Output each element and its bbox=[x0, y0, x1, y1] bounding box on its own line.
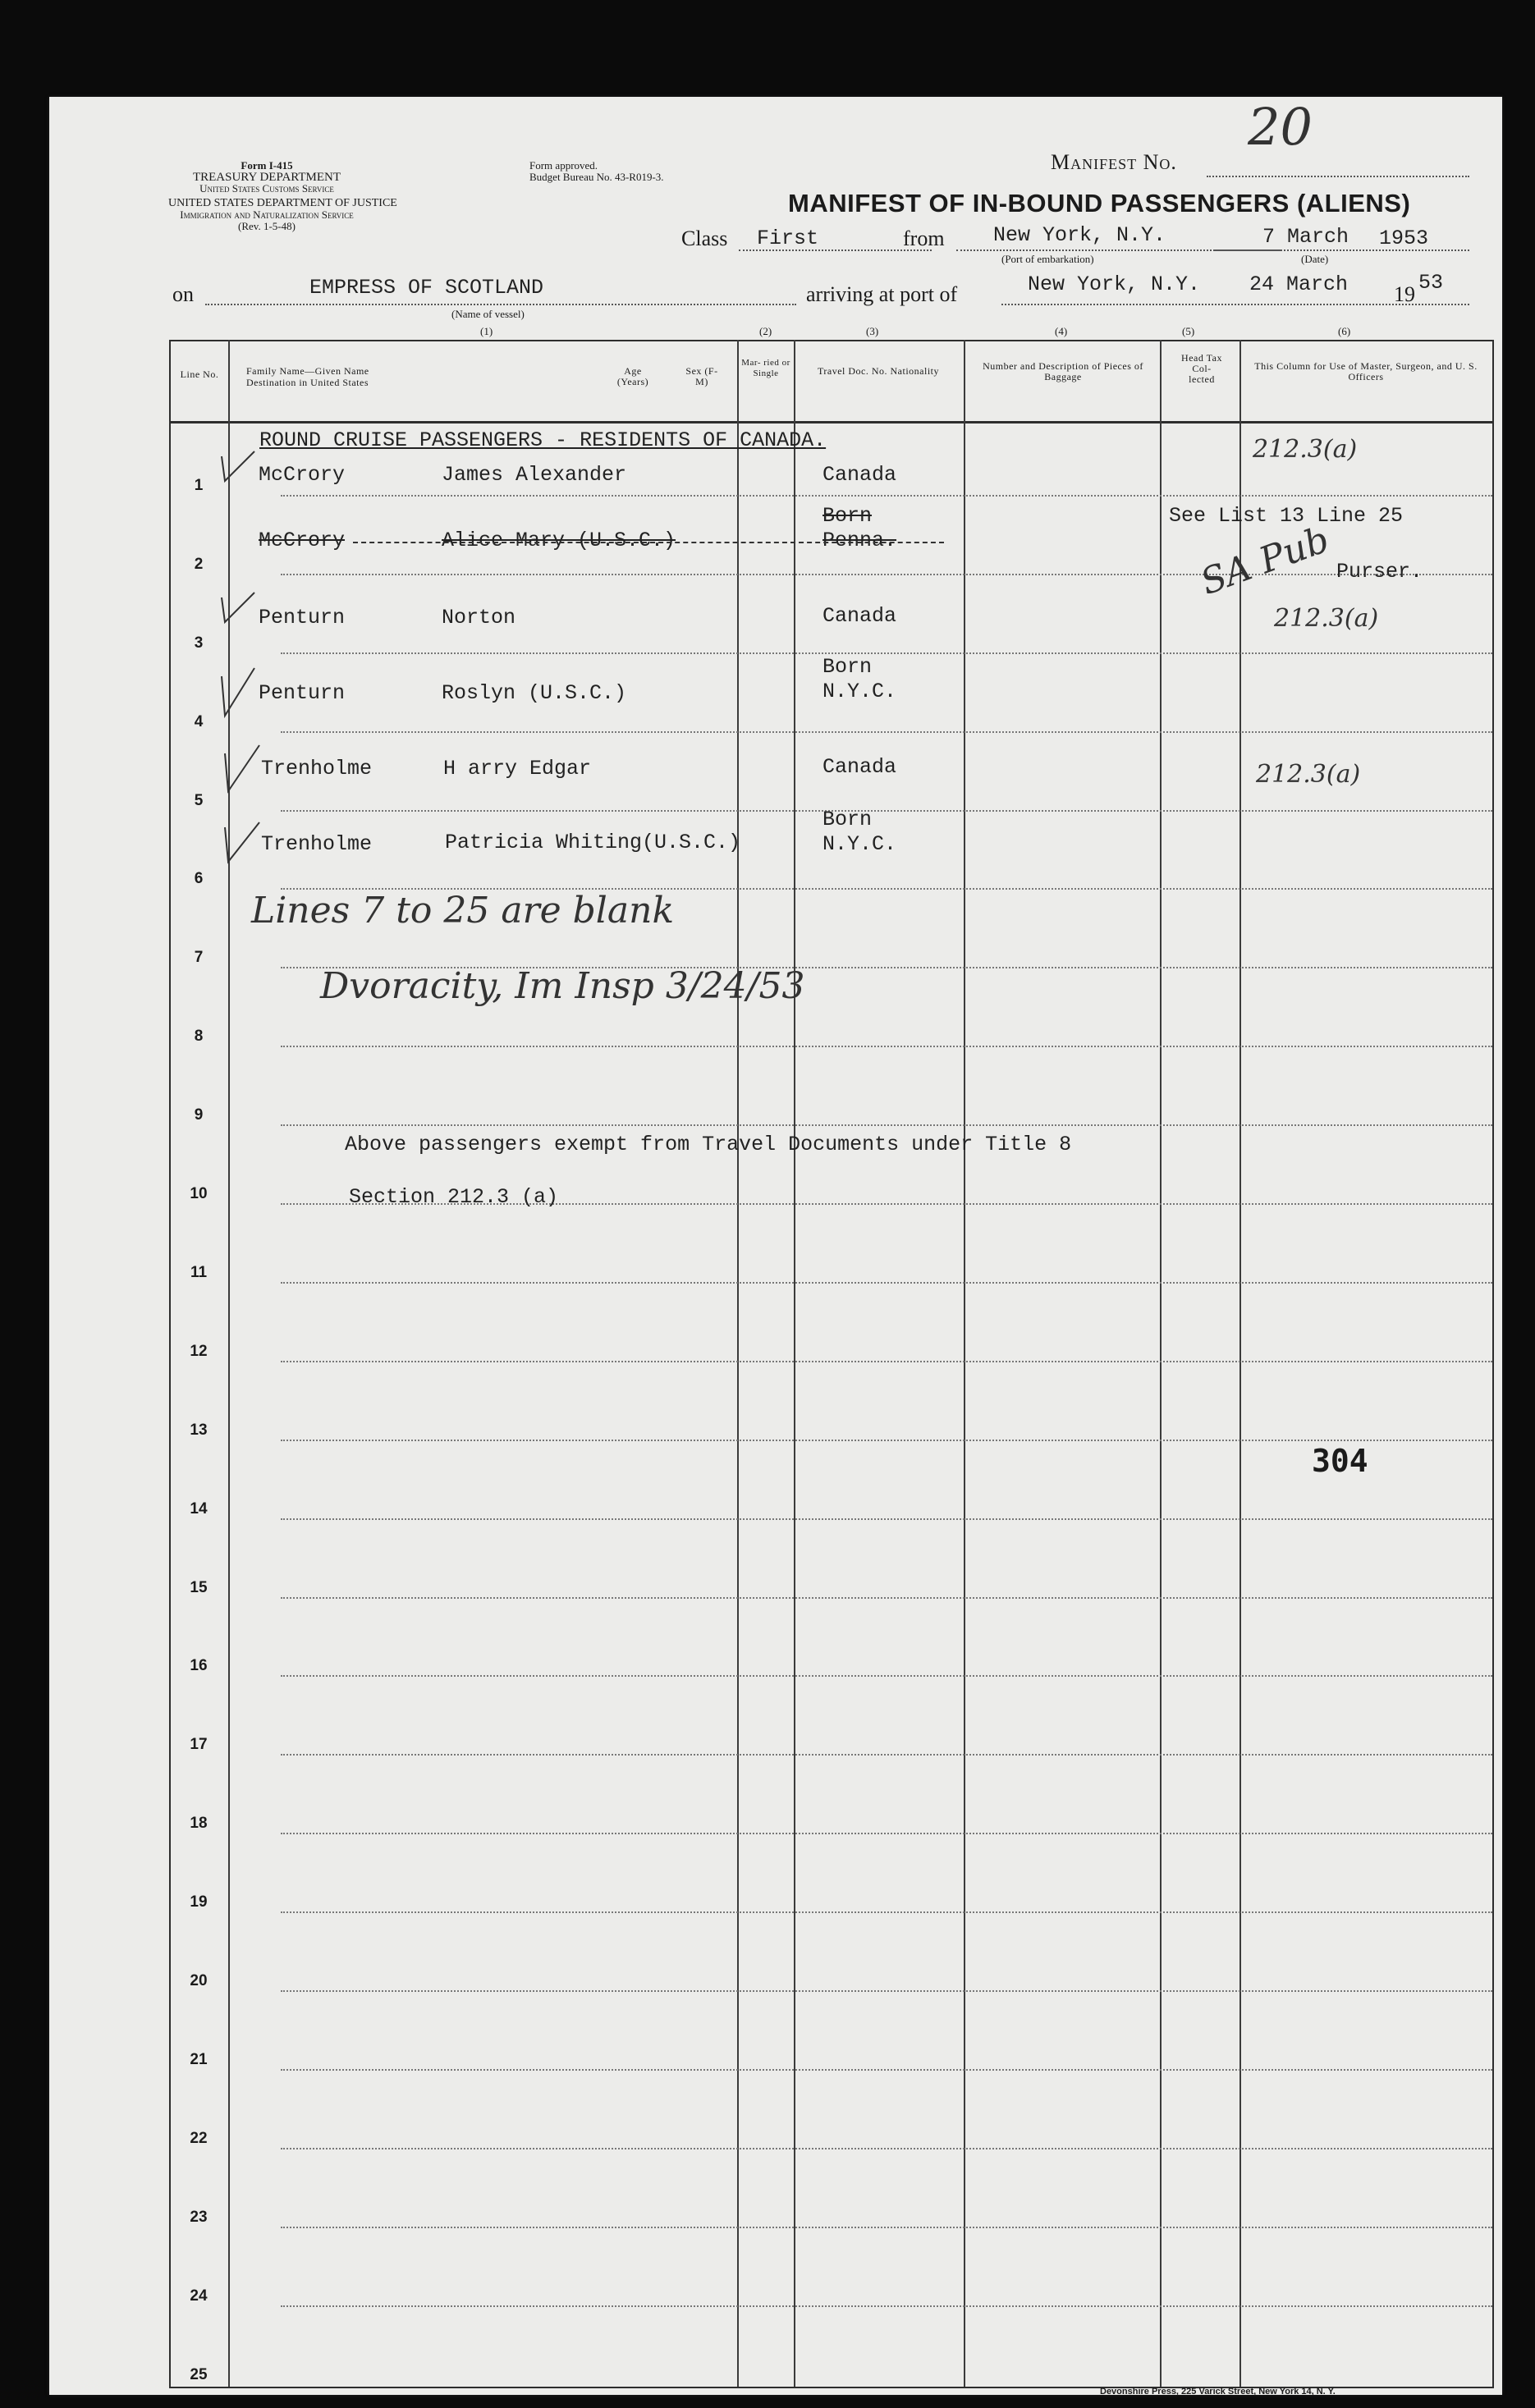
line-number: 23 bbox=[190, 2208, 208, 2226]
line-number: 17 bbox=[190, 1736, 208, 1754]
line-number: 9 bbox=[194, 1106, 204, 1124]
justice-dept: UNITED STATES DEPARTMENT OF JUSTICE bbox=[168, 197, 397, 209]
form-title: MANIFEST OF IN-BOUND PASSENGERS (ALIENS) bbox=[788, 189, 1411, 217]
passenger-family-5: Trenholme bbox=[261, 757, 373, 781]
line-number: 24 bbox=[190, 2287, 208, 2305]
budget-bureau: Budget Bureau No. 43-R019-3. bbox=[529, 171, 664, 183]
col-travel-doc: Travel Doc. No. Nationality bbox=[817, 365, 940, 377]
col-num: (4) bbox=[1055, 325, 1068, 337]
passenger-nationality-2: Born Penna. bbox=[822, 504, 897, 552]
printer-imprint: Devonshire Press, 225 Varick Street, New York 14, N. Y. bbox=[1100, 2387, 1336, 2397]
row-rule bbox=[281, 2305, 1492, 2307]
row-rule bbox=[281, 1754, 1492, 1756]
col-age: Age (Years) bbox=[616, 365, 649, 387]
officer-note-3: 212.3(a) bbox=[1274, 604, 1379, 633]
row-rule bbox=[281, 1911, 1492, 1913]
line-number: 12 bbox=[190, 1342, 208, 1360]
year-from: 1953 bbox=[1379, 227, 1429, 250]
line-number: 5 bbox=[194, 791, 204, 809]
check-marks bbox=[49, 97, 296, 918]
col-line-no: Line No. bbox=[180, 369, 219, 380]
line-number: 11 bbox=[190, 1263, 208, 1281]
header-rule bbox=[169, 421, 1492, 423]
col-num: (2) bbox=[759, 325, 772, 337]
row-rule bbox=[281, 1597, 1492, 1599]
line-number: 20 bbox=[190, 1972, 208, 1989]
date-from: 7 March bbox=[1262, 225, 1349, 249]
line-number: 15 bbox=[190, 1578, 208, 1596]
line-number: 21 bbox=[190, 2050, 208, 2068]
class-value: First bbox=[757, 227, 819, 250]
col-sex: Sex (F-M) bbox=[685, 365, 718, 387]
section-heading: ROUND CRUISE PASSENGERS - RESIDENTS OF CANADA. bbox=[259, 428, 827, 452]
passenger-given-4: Roslyn (U.S.C.) bbox=[442, 681, 627, 705]
from-label: from bbox=[903, 227, 945, 250]
exemption-note-line1: Above passengers exempt from Travel Documents under Title 8 bbox=[345, 1133, 1072, 1156]
handwritten-blank-note: Lines 7 to 25 are blank bbox=[251, 890, 675, 932]
col-married: Mar- ried or Single bbox=[741, 358, 790, 378]
passenger-family-4: Penturn bbox=[259, 681, 346, 705]
arrival-port: New York, N.Y. bbox=[1028, 272, 1201, 296]
line-number: 1 bbox=[194, 476, 204, 494]
col-num: (1) bbox=[480, 325, 493, 337]
col-destination: Destination in United States bbox=[246, 377, 369, 388]
line-number: 7 bbox=[194, 949, 204, 967]
strike-dash-line bbox=[353, 542, 944, 543]
row-rule bbox=[281, 1833, 1492, 1834]
row-rule bbox=[281, 1675, 1492, 1677]
line-number: 25 bbox=[190, 2365, 208, 2383]
row-rule bbox=[281, 495, 1492, 497]
revision: (Rev. 1-5-48) bbox=[238, 220, 296, 232]
row-rule bbox=[281, 1440, 1492, 1441]
passenger-given-6: Patricia Whiting(U.S.C.) bbox=[445, 831, 741, 854]
row-rule bbox=[281, 1124, 1492, 1126]
line-number: 13 bbox=[190, 1421, 208, 1439]
arriving-label: arriving at port of bbox=[806, 282, 958, 306]
line-number: 18 bbox=[190, 1815, 208, 1833]
row-rule bbox=[281, 1990, 1492, 1992]
exemption-note-line2: Section 212.3 (a) bbox=[349, 1185, 559, 1209]
passenger-nationality-5: Canada bbox=[822, 755, 897, 779]
passenger-given-3: Norton bbox=[442, 606, 516, 629]
class-label: Class bbox=[681, 227, 728, 250]
row-rule bbox=[281, 1518, 1492, 1520]
arrival-year-suffix: 53 bbox=[1418, 271, 1444, 295]
officer-note-2: See List 13 Line 25 bbox=[1169, 504, 1404, 528]
purser-label: Purser. bbox=[1336, 560, 1423, 584]
manifest-no-label: Manifest No. bbox=[1051, 150, 1177, 174]
officer-note-5: 212.3(a) bbox=[1256, 760, 1361, 789]
line-number: 4 bbox=[194, 712, 204, 730]
vessel-caption: (Name of vessel) bbox=[451, 308, 525, 320]
line-number: 3 bbox=[194, 634, 204, 652]
manifest-table bbox=[169, 340, 1494, 2388]
row-rule bbox=[281, 2069, 1492, 2071]
passenger-given-2: Alice Mary (U.S.C.) bbox=[442, 529, 676, 552]
col-name: Family Name—Given Name bbox=[246, 365, 369, 377]
row-rule bbox=[281, 731, 1492, 733]
purser-signature: SA Pub bbox=[1195, 518, 1335, 604]
col-num: (5) bbox=[1182, 325, 1195, 337]
row-rule bbox=[281, 1046, 1492, 1047]
col-head-tax: Head Tax Col- lected bbox=[1181, 352, 1222, 385]
row-rule bbox=[281, 574, 1492, 575]
officer-note-1: 212.3(a) bbox=[1253, 435, 1358, 464]
col-num: (6) bbox=[1338, 325, 1351, 337]
arrival-year-prefix: 19 bbox=[1394, 282, 1415, 306]
line-number: 14 bbox=[190, 1499, 208, 1518]
passenger-given-5: H arry Edgar bbox=[443, 757, 592, 781]
manifest-form bbox=[49, 97, 1502, 2395]
passenger-nationality-1: Canada bbox=[822, 463, 897, 487]
passenger-nationality-3: Canada bbox=[822, 604, 897, 628]
row-rule bbox=[281, 1361, 1492, 1362]
from-caption: (Port of embarkation) bbox=[1001, 253, 1094, 265]
line-number: 6 bbox=[194, 870, 204, 888]
col-num: (3) bbox=[866, 325, 879, 337]
col-baggage: Number and Description of Pieces of Baggage bbox=[983, 360, 1143, 382]
line-number: 22 bbox=[190, 2129, 208, 2147]
approval-block bbox=[529, 160, 664, 183]
on-label: on bbox=[172, 282, 194, 306]
arrival-date: 24 March bbox=[1249, 272, 1349, 296]
ins-service: Immigration and Naturalization Service bbox=[180, 208, 354, 221]
row-rule bbox=[281, 652, 1492, 654]
passenger-family-1: McCrory bbox=[259, 463, 346, 487]
page-stamp: 304 bbox=[1312, 1443, 1368, 1479]
row-rule bbox=[281, 1282, 1492, 1284]
vessel-name: EMPRESS OF SCOTLAND bbox=[309, 276, 544, 300]
passenger-family-6: Trenholme bbox=[261, 832, 373, 856]
line-number: 10 bbox=[190, 1185, 208, 1202]
passenger-given-1: James Alexander bbox=[442, 463, 627, 487]
date-caption: (Date) bbox=[1301, 253, 1329, 265]
col-officers: This Column for Use of Master, Surgeon, and U. S. Officers bbox=[1254, 360, 1478, 382]
row-rule bbox=[281, 2227, 1492, 2228]
form-approved: Form approved. bbox=[529, 159, 598, 172]
line-number: 8 bbox=[194, 1028, 204, 1046]
passenger-family-2: McCrory bbox=[259, 529, 346, 552]
row-rule bbox=[281, 2148, 1492, 2149]
line-number: 16 bbox=[190, 1657, 208, 1675]
passenger-family-3: Penturn bbox=[259, 606, 346, 629]
handwritten-inspector-note: Dvoracity, Im Insp 3/24/53 bbox=[320, 965, 805, 1007]
form-number: Form I-415 bbox=[241, 159, 293, 172]
line-number: 2 bbox=[194, 555, 204, 573]
passenger-nationality-4: Born N.Y.C. bbox=[822, 655, 897, 703]
manifest-no-value: 20 bbox=[1248, 97, 1313, 157]
treasury-dept: TREASURY DEPARTMENT bbox=[192, 171, 341, 184]
line-number: 19 bbox=[190, 1893, 208, 1911]
customs-service: United States Customs Service bbox=[199, 182, 334, 195]
passenger-nationality-6: Born N.Y.C. bbox=[822, 808, 897, 856]
from-value: New York, N.Y. bbox=[993, 223, 1166, 247]
